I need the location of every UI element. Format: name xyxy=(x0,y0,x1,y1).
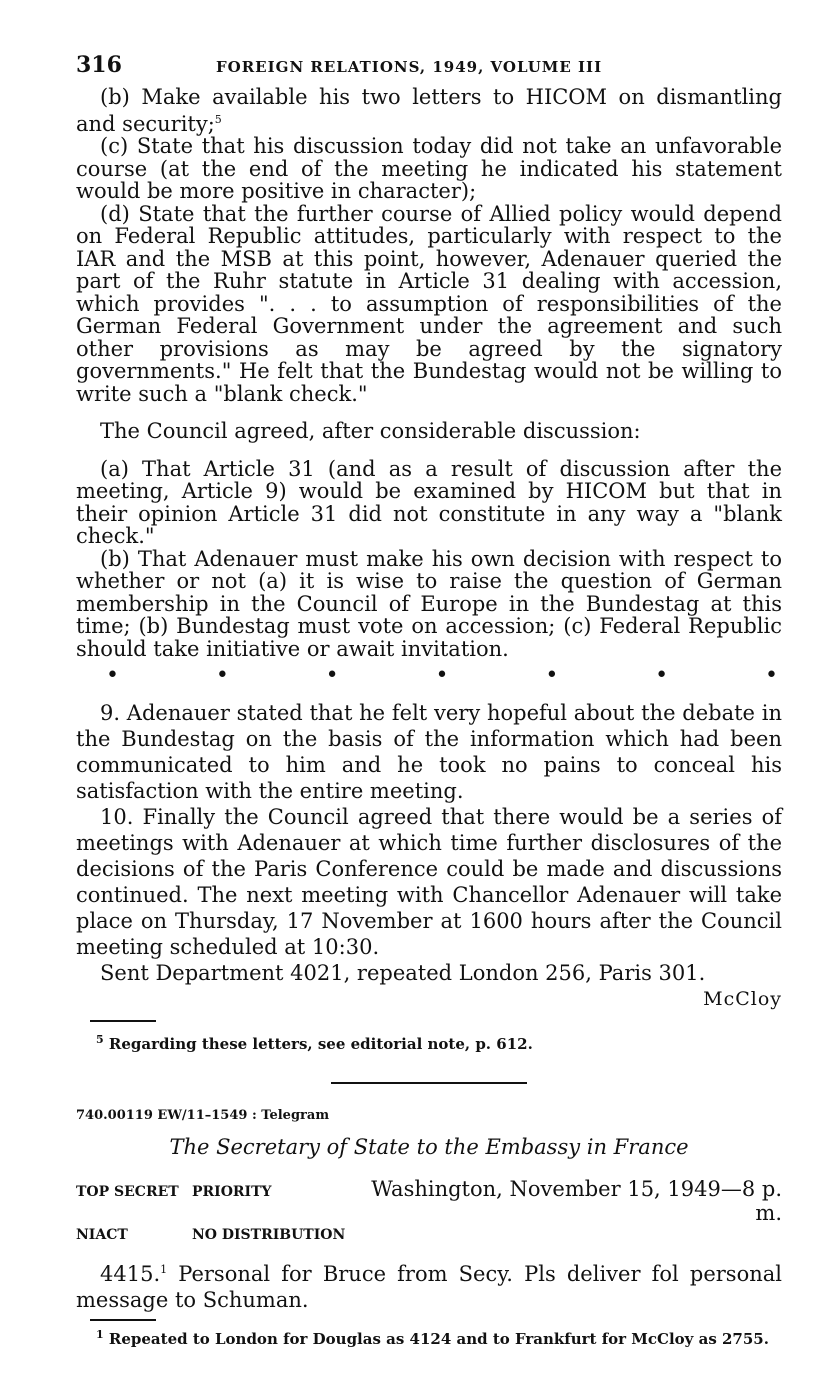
page xyxy=(76,52,782,1349)
signature: McCloy xyxy=(703,988,782,1010)
item-b: (b) Make available his two letters to HICOM on dismantling and security;$^5$ xyxy=(76,85,782,136)
paragraph-10: 10. Finally the Council agreed that there would be a series of meetings with Adenauer at which time further disclosures of the decisions of the Paris Conference could be made and discussions continued. The next meeting with Chancellor Adenauer will take place on Thursday, 17 November at 1600 hours after the Council meeting scheduled at 10:30. xyxy=(76,805,782,959)
council-intro: The Council agreed, after considerable discussion: xyxy=(100,419,641,443)
page-number: 316 xyxy=(76,52,122,78)
classification-no-distribution: NO DISTRIBUTION xyxy=(192,1227,346,1243)
classification-priority: PRIORITY xyxy=(192,1184,272,1200)
footnote-ref: 5 xyxy=(214,112,222,126)
running-title: FOREIGN RELATIONS, 1949, VOLUME III xyxy=(216,58,603,76)
council-item-a: (a) That Article 31 (and as a result of discussion after the meeting, Article 9) would be examined by HICOM but that in their opinion Article 31 did not constitute in any way a "blank check." xyxy=(76,456,782,548)
ellipsis-row: • • • • • • • xyxy=(106,663,778,688)
document-reference: 740.00119 EW/11–1549 : Telegram xyxy=(76,1108,330,1123)
page-header xyxy=(76,52,782,86)
classification-row xyxy=(76,1177,782,1225)
footnote-divider xyxy=(90,1020,156,1022)
dateline: Washington, November 15, 1949—8 p. m. xyxy=(371,1177,782,1225)
sent-line: Sent Department 4021, repeated London 256, Paris 301. xyxy=(100,961,706,985)
section-divider xyxy=(331,1082,527,1084)
item-c: (c) State that his discussion today did not take an unfavorable course (at the end of the meeting he indicated his statement would be more positive in character); xyxy=(76,134,782,203)
classification-top-secret: TOP SECRET xyxy=(76,1184,179,1200)
footnote-divider-2 xyxy=(90,1319,156,1321)
telegram-body: 4415.$^1$ Personal for Bruce from Secy. Pls deliver fol personal message to Schuman. xyxy=(76,1262,782,1312)
footnote-5: $^5$ Regarding these letters, see editorial note, p. 612. xyxy=(96,1033,533,1053)
classification-row-2 xyxy=(76,1227,782,1243)
item-d: (d) State that the further course of Allied policy would depend on Federal Republic attitudes, particularly with respect to the IAR and the MSB at this point, however, Adenauer queried the part of the Ruhr statute in Article 31 dealing with accession, which provides ". . . to assumption of responsibilities of the German Federal Government under the agreement and such other provisions as may be agreed by the signatory governments." He felt that the Bundestag would not be willing to write such a "blank check." xyxy=(76,201,782,406)
document-title: The Secretary of State to the Embassy in France xyxy=(169,1135,689,1159)
paragraph-9: 9. Adenauer stated that he felt very hopeful about the debate in the Bundestag on the basis of the information which had been communicated to him and he took no pains to conceal his satisfaction with the entire meeting. xyxy=(76,701,782,803)
classification-niact: NIACT xyxy=(76,1227,128,1243)
footnote-1: $^1$ Repeated to London for Douglas as 4124 and to Frankfurt for McCloy as 2755. xyxy=(96,1328,769,1348)
council-item-b: (b) That Adenauer must make his own decision with respect to whether or not (a) it is wise to raise the question of German membership in the Council of Europe in the Bundestag at this time; (b) Bundestag must vote on accession; (c) Federal Republic should take initiative or await invitation. xyxy=(76,546,782,661)
